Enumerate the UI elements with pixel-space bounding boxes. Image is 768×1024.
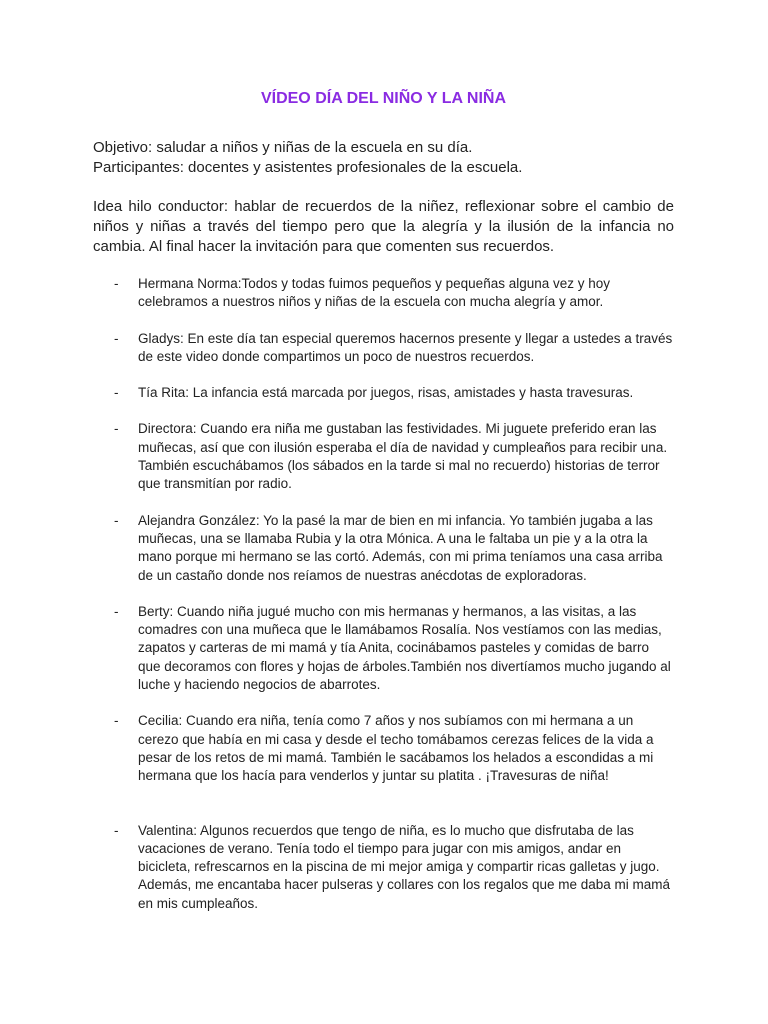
list-item-cecilia	[93, 712, 674, 785]
bullet-dash: -	[114, 603, 119, 619]
bullet-dash: -	[114, 512, 119, 528]
quote-text: Hermana Norma:Todos y todas fuimos pequeños y pequeñas alguna vez y hoy celebramos a nuestros niños y niñas de la escuela con mucha alegría y amor.	[138, 276, 611, 310]
quotes-list	[93, 275, 674, 913]
participants-text: Participantes: docentes y asistentes profesionales de la escuela.	[93, 159, 523, 176]
quote-text: Cecilia: Cuando era niña, tenía como 7 años y nos subíamos con mi hermana a un cerezo que había en mi casa y desde el techo tomábamos cerezas felices de la vida a pesar de los retos de mi mamá. También le sacábamos los helados a escondidas a mi hermana que los hacía para venderlos y juntar su platita . ¡Travesuras de niña!	[138, 713, 654, 784]
list-item-alejandra-gonzalez	[93, 512, 674, 585]
list-item-tia-rita	[93, 384, 674, 402]
bullet-dash: -	[114, 385, 119, 401]
bullet-dash: -	[114, 276, 119, 291]
list-item-directora	[93, 420, 674, 493]
list-item-gladys	[93, 330, 674, 367]
bullet-dash: -	[114, 713, 119, 729]
objective-text: Objetivo: saludar a niños y niñas de la escuela en su día.	[93, 139, 473, 156]
list-item-hermana-norma	[93, 275, 674, 312]
list-item-berty	[93, 603, 674, 694]
quote-text: Gladys: En este día tan especial queremos hacernos presente y llegar a ustedes a través de este video donde compartimos un poco de nuestros recuerdos.	[138, 330, 673, 364]
quote-text: Tía Rita: La infancia está marcada por juegos, risas, amistades y hasta travesuras.	[138, 385, 634, 401]
quote-text: Directora: Cuando era niña me gustaban las festividades. Mi juguete preferido eran las muñecas, así que con ilusión esperaba el día de navidad y cumpleaños para recibir una. También escuchábamos (los sábados en la tarde si mal no recuerdo) historias de terror que transmitían por radio.	[138, 421, 668, 492]
list-item-valentina	[93, 822, 674, 913]
quote-text: Alejandra González: Yo la pasé la mar de bien en mi infancia. Yo también jugaba a las muñecas, una se llamaba Rubia y la otra Mónica. A una le faltaba un pie y a la otra la mano porque mi hermano se las cortó. Además, con mi prima teníamos una casa arriba de un castaño donde nos reíamos de nuestras anécdotas de exploradoras.	[138, 512, 663, 583]
bullet-dash: -	[114, 330, 119, 346]
document-title: VÍDEO DÍA DEL NIÑO Y LA NIÑA	[260, 90, 507, 107]
bullet-dash: -	[114, 421, 119, 437]
quote-text: Valentina: Algunos recuerdos que tengo de niña, es lo mucho que disfrutaba de las vacaciones de verano. Tenía todo el tiempo para jugar con mis amigos, andar en bicicleta, refrescarnos en la piscina de mi mejor amiga y compartir ricas galletas y jugo. Además, me encantaba hacer pulseras y collares con los regalos que me daba mi mamá en mis cumpleaños.	[138, 822, 671, 911]
bullet-dash: -	[114, 822, 119, 838]
intro-section	[93, 138, 674, 257]
idea-text: Idea hilo conductor: hablar de recuerdos de la niñez, reflexionar sobre el cambio de niños y niñas a través del tiempo pero que la alegría y la ilusión de la infancia no cambia. Al final hacer la invitación para que comenten sus recuerdos.	[93, 198, 674, 255]
quote-text: Berty: Cuando niña jugué mucho con mis hermanas y hermanos, a las visitas, a las comadres con una muñeca que le llamábamos Rosalía. Nos vestíamos con las medias, zapatos y carteras de mi mamá y tía Anita, cocinábamos pasteles y comidas de barro que decoramos con flores y hojas de árboles.También nos divertíamos mucho jugando al luche y haciendo negocios de abarrotes.	[138, 603, 671, 693]
